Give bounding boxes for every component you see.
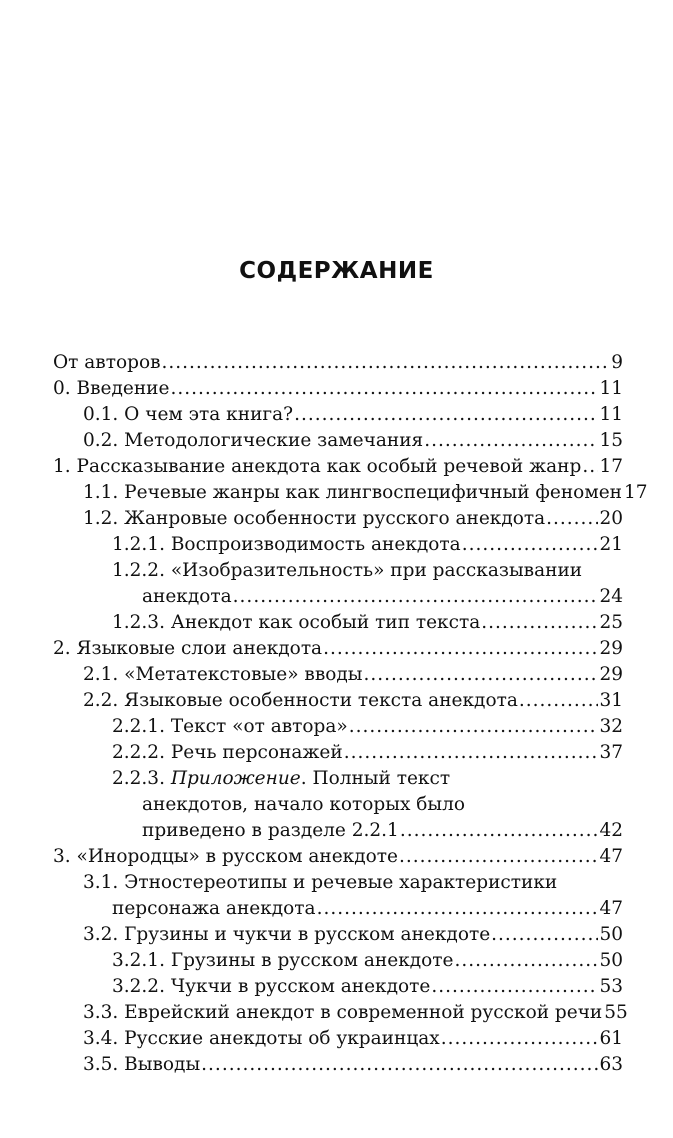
toc-entry-page: 11 — [599, 404, 623, 425]
toc-entry — [0, 766, 673, 792]
leader-dots — [424, 428, 598, 454]
toc-entry-title: 1.2.2. «Изобразительность» при рассказывании — [112, 560, 583, 581]
leader-dots — [462, 532, 599, 558]
leader-dots — [454, 948, 598, 974]
toc-entry-title: 3.1. Этностереотипы и речевые характеристики — [83, 872, 558, 893]
toc-entry-page: 25 — [599, 612, 623, 633]
toc-entry-page: 55 — [604, 1002, 628, 1023]
leader-dots — [491, 922, 598, 948]
leader-dots — [431, 974, 598, 1000]
toc-entry-continuation — [0, 818, 673, 844]
leader-dots — [344, 740, 599, 766]
toc-entry-title: 3.2. Грузины и чукчи в русском анекдоте — [83, 924, 491, 945]
toc-entry — [0, 922, 673, 948]
toc-entry-title: 1.1. Речевые жанры как лингвоспецифичный феномен — [83, 482, 622, 503]
leader-dots — [170, 376, 598, 402]
toc-entry — [0, 662, 673, 688]
toc-entry-page: 11 — [599, 378, 623, 399]
toc-entry-title: 0.2. Методологические замечания — [83, 430, 424, 451]
toc-entry — [0, 1000, 673, 1026]
toc-entry-title: 3. «Инородцы» в русском анекдоте — [53, 846, 398, 867]
toc-entry-page: 15 — [599, 430, 623, 451]
toc-entry-continuation — [0, 896, 673, 922]
toc-entry-page: 37 — [599, 742, 623, 763]
toc-entry-page: 21 — [599, 534, 623, 555]
toc-entry-continuation — [0, 792, 673, 818]
section-number: 2.2.3. — [112, 768, 165, 789]
toc-entry — [0, 376, 673, 402]
toc-entry — [0, 558, 673, 584]
toc-entry-page: 29 — [599, 638, 623, 659]
toc-entry-page: 63 — [599, 1054, 623, 1075]
leader-dots — [399, 844, 599, 870]
toc-entry-page: 42 — [599, 820, 623, 841]
leader-dots — [441, 1026, 599, 1052]
toc-entry-title: 3.2.2. Чукчи в русском анекдоте — [112, 976, 431, 997]
toc-entry-title: приведено в разделе 2.2.1 — [142, 820, 399, 841]
toc-entry-title: 2.2.1. Текст «от автора» — [112, 716, 348, 737]
toc-entry — [0, 844, 673, 870]
toc-entry — [0, 714, 673, 740]
toc-entry — [0, 870, 673, 896]
leader-dots — [162, 350, 611, 376]
leader-dots — [364, 662, 599, 688]
toc-entry-page: 50 — [599, 950, 623, 971]
toc-entry-page: 32 — [599, 716, 623, 737]
toc-entry — [0, 402, 673, 428]
title-rest: . Полный текст — [300, 768, 451, 789]
toc-entry — [0, 688, 673, 714]
toc-entry-page: 47 — [599, 898, 623, 919]
toc-entry — [0, 350, 673, 376]
toc-entry-title: анекдотов, начало которых было — [142, 794, 466, 815]
leader-dots — [582, 454, 598, 480]
toc-entry — [0, 454, 673, 480]
toc-entry-title: 3.4. Русские анекдоты об украинцах — [83, 1028, 440, 1049]
toc-entry — [0, 740, 673, 766]
toc-entry-title — [112, 766, 450, 792]
toc-entry-title: 0.1. О чем эта книга? — [83, 404, 294, 425]
toc-entry-title: персонажа анекдота — [112, 898, 316, 919]
toc-entry — [0, 974, 673, 1000]
toc-entry-title: 3.3. Еврейский анекдот в современной русской речи — [83, 1002, 603, 1023]
toc-entry — [0, 636, 673, 662]
toc-entry-title: 1.2. Жанровые особенности русского анекдота — [83, 508, 546, 529]
toc-entry — [0, 428, 673, 454]
leader-dots — [317, 896, 599, 922]
toc-entry-page: 29 — [599, 664, 623, 685]
toc-entry-title: 3.2.1. Грузины в русском анекдоте — [112, 950, 454, 971]
toc-entry-page: 9 — [611, 352, 623, 373]
toc-entry-title: анекдота — [142, 586, 232, 607]
toc-entry-title: 2.2.2. Речь персонажей — [112, 742, 343, 763]
toc-entry-title: 2.2. Языковые особенности текста анекдота — [83, 690, 518, 711]
toc-entry — [0, 610, 673, 636]
toc-entry-continuation — [0, 584, 673, 610]
leader-dots — [349, 714, 599, 740]
toc-entry — [0, 480, 673, 506]
toc-entry — [0, 948, 673, 974]
toc-entry — [0, 532, 673, 558]
toc-entry — [0, 1052, 673, 1078]
toc-entry-title: 1.2.1. Воспроизводимость анекдота — [112, 534, 461, 555]
toc-entry-title: 1. Рассказывание анекдота как особый речевой жанр — [53, 456, 582, 477]
toc-entry-page: 20 — [599, 508, 623, 529]
toc-entry-page: 61 — [599, 1028, 623, 1049]
toc-entry-title: 0. Введение — [53, 378, 170, 399]
toc-entry-title: 2. Языковые слои анекдота — [53, 638, 323, 659]
toc-entry — [0, 1026, 673, 1052]
toc-entry-page: 50 — [599, 924, 623, 945]
toc-entry-page: 24 — [599, 586, 623, 607]
leader-dots — [481, 610, 598, 636]
toc-entry-page: 47 — [599, 846, 623, 867]
toc-entry-title: 3.5. Выводы — [83, 1054, 201, 1075]
italic-term: Приложение — [170, 768, 301, 789]
leader-dots — [201, 1052, 598, 1078]
leader-dots — [546, 506, 598, 532]
toc-entry-page: 53 — [599, 976, 623, 997]
page-title: СОДЕРЖАНИЕ — [239, 258, 434, 284]
leader-dots — [294, 402, 598, 428]
toc-entry-title: От авторов — [53, 352, 161, 373]
toc-entry — [0, 506, 673, 532]
leader-dots — [519, 688, 599, 714]
toc-entry-page: 17 — [623, 482, 648, 503]
toc-entry-title: 2.1. «Метатекстовые» вводы — [83, 664, 363, 685]
leader-dots — [233, 584, 599, 610]
toc-entry-page: 17 — [599, 456, 623, 477]
leader-dots — [323, 636, 598, 662]
toc-entry-page: 31 — [599, 690, 623, 711]
toc-entry-title: 1.2.3. Анекдот как особый тип текста — [112, 612, 481, 633]
leader-dots — [400, 818, 599, 844]
